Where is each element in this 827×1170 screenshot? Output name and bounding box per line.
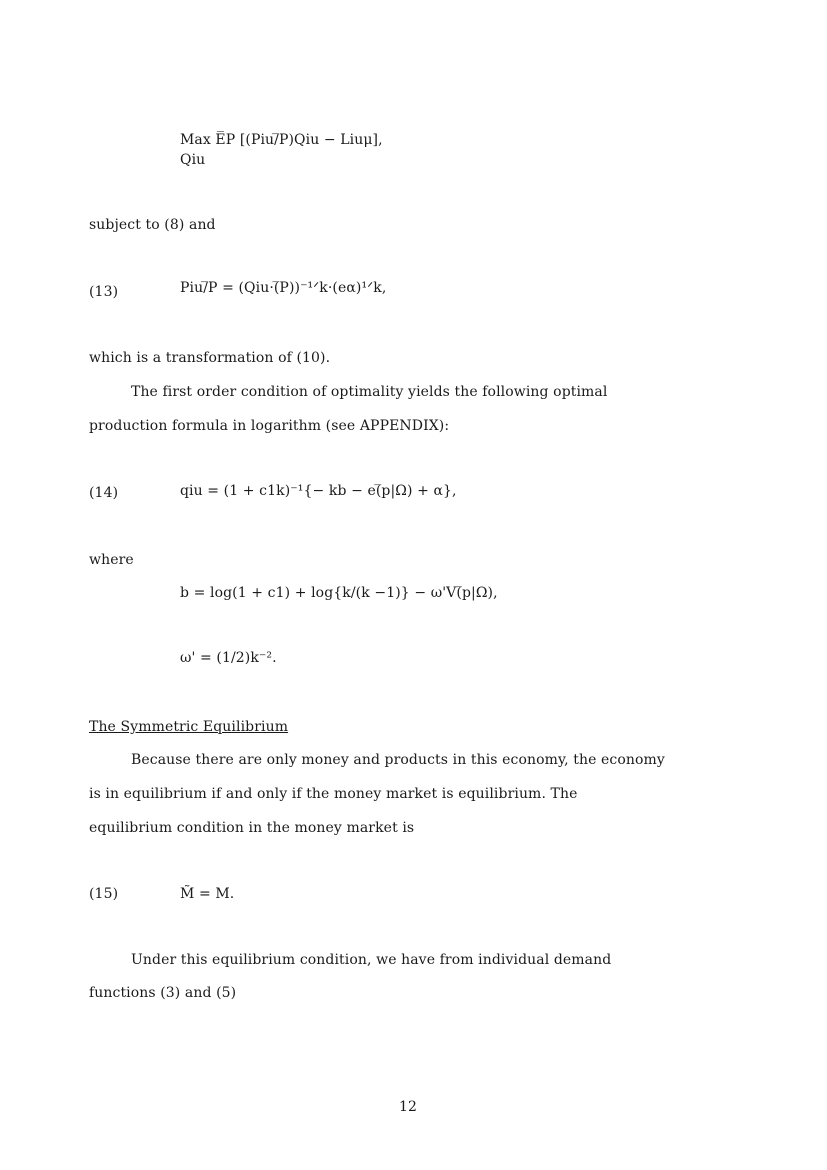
paragraph-line: functions (3) and (5): [89, 985, 237, 1001]
definition-b: b = log(1 + c1) + log{k/(k −1)} − ω'V(̅p|Ω),: [180, 585, 498, 601]
maximization-expression: [180, 132, 383, 148]
equation-14-body: qiu = (1 + c1k)⁻¹{− kb − e(̅p|Ω) + α},: [180, 483, 457, 499]
paragraph-line: Because there are only money and products in this economy, the economy: [131, 752, 665, 768]
section-heading: The Symmetric Equilibrium: [89, 719, 289, 735]
where-label: where: [89, 552, 134, 568]
equation-15-number: (15): [89, 886, 119, 902]
maximization-variable: Qiu: [180, 152, 206, 168]
equation-15-body: M̃ = M.: [180, 886, 235, 902]
paragraph-line: equilibrium condition in the money market is: [89, 820, 415, 836]
paragraph-line: production formula in logarithm (see APPENDIX):: [89, 418, 450, 434]
definition-omega: ω' = (1/2)k⁻².: [180, 650, 277, 666]
paragraph-line: The first order condition of optimality yields the following optimal: [131, 384, 608, 400]
paragraph-line: is in equilibrium if and only if the money market is equilibrium. The: [89, 786, 578, 802]
equation-14-number: (14): [89, 485, 119, 501]
equation-13-number: (13): [89, 284, 119, 300]
max-expression-text: Max E̅P [(Piu/̅P)Qiu − Liuμ],: [180, 132, 383, 148]
equation-13-body: Piu/̅P = (Qiu·(̅P))⁻¹ᐟk·(eα)¹ᐟk,: [180, 280, 387, 296]
paragraph-line: Under this equilibrium condition, we have from individual demand: [131, 952, 612, 968]
transformation-line: which is a transformation of (10).: [89, 350, 331, 366]
subject-to-line: subject to (8) and: [89, 217, 216, 233]
page-number: 12: [399, 1099, 418, 1115]
